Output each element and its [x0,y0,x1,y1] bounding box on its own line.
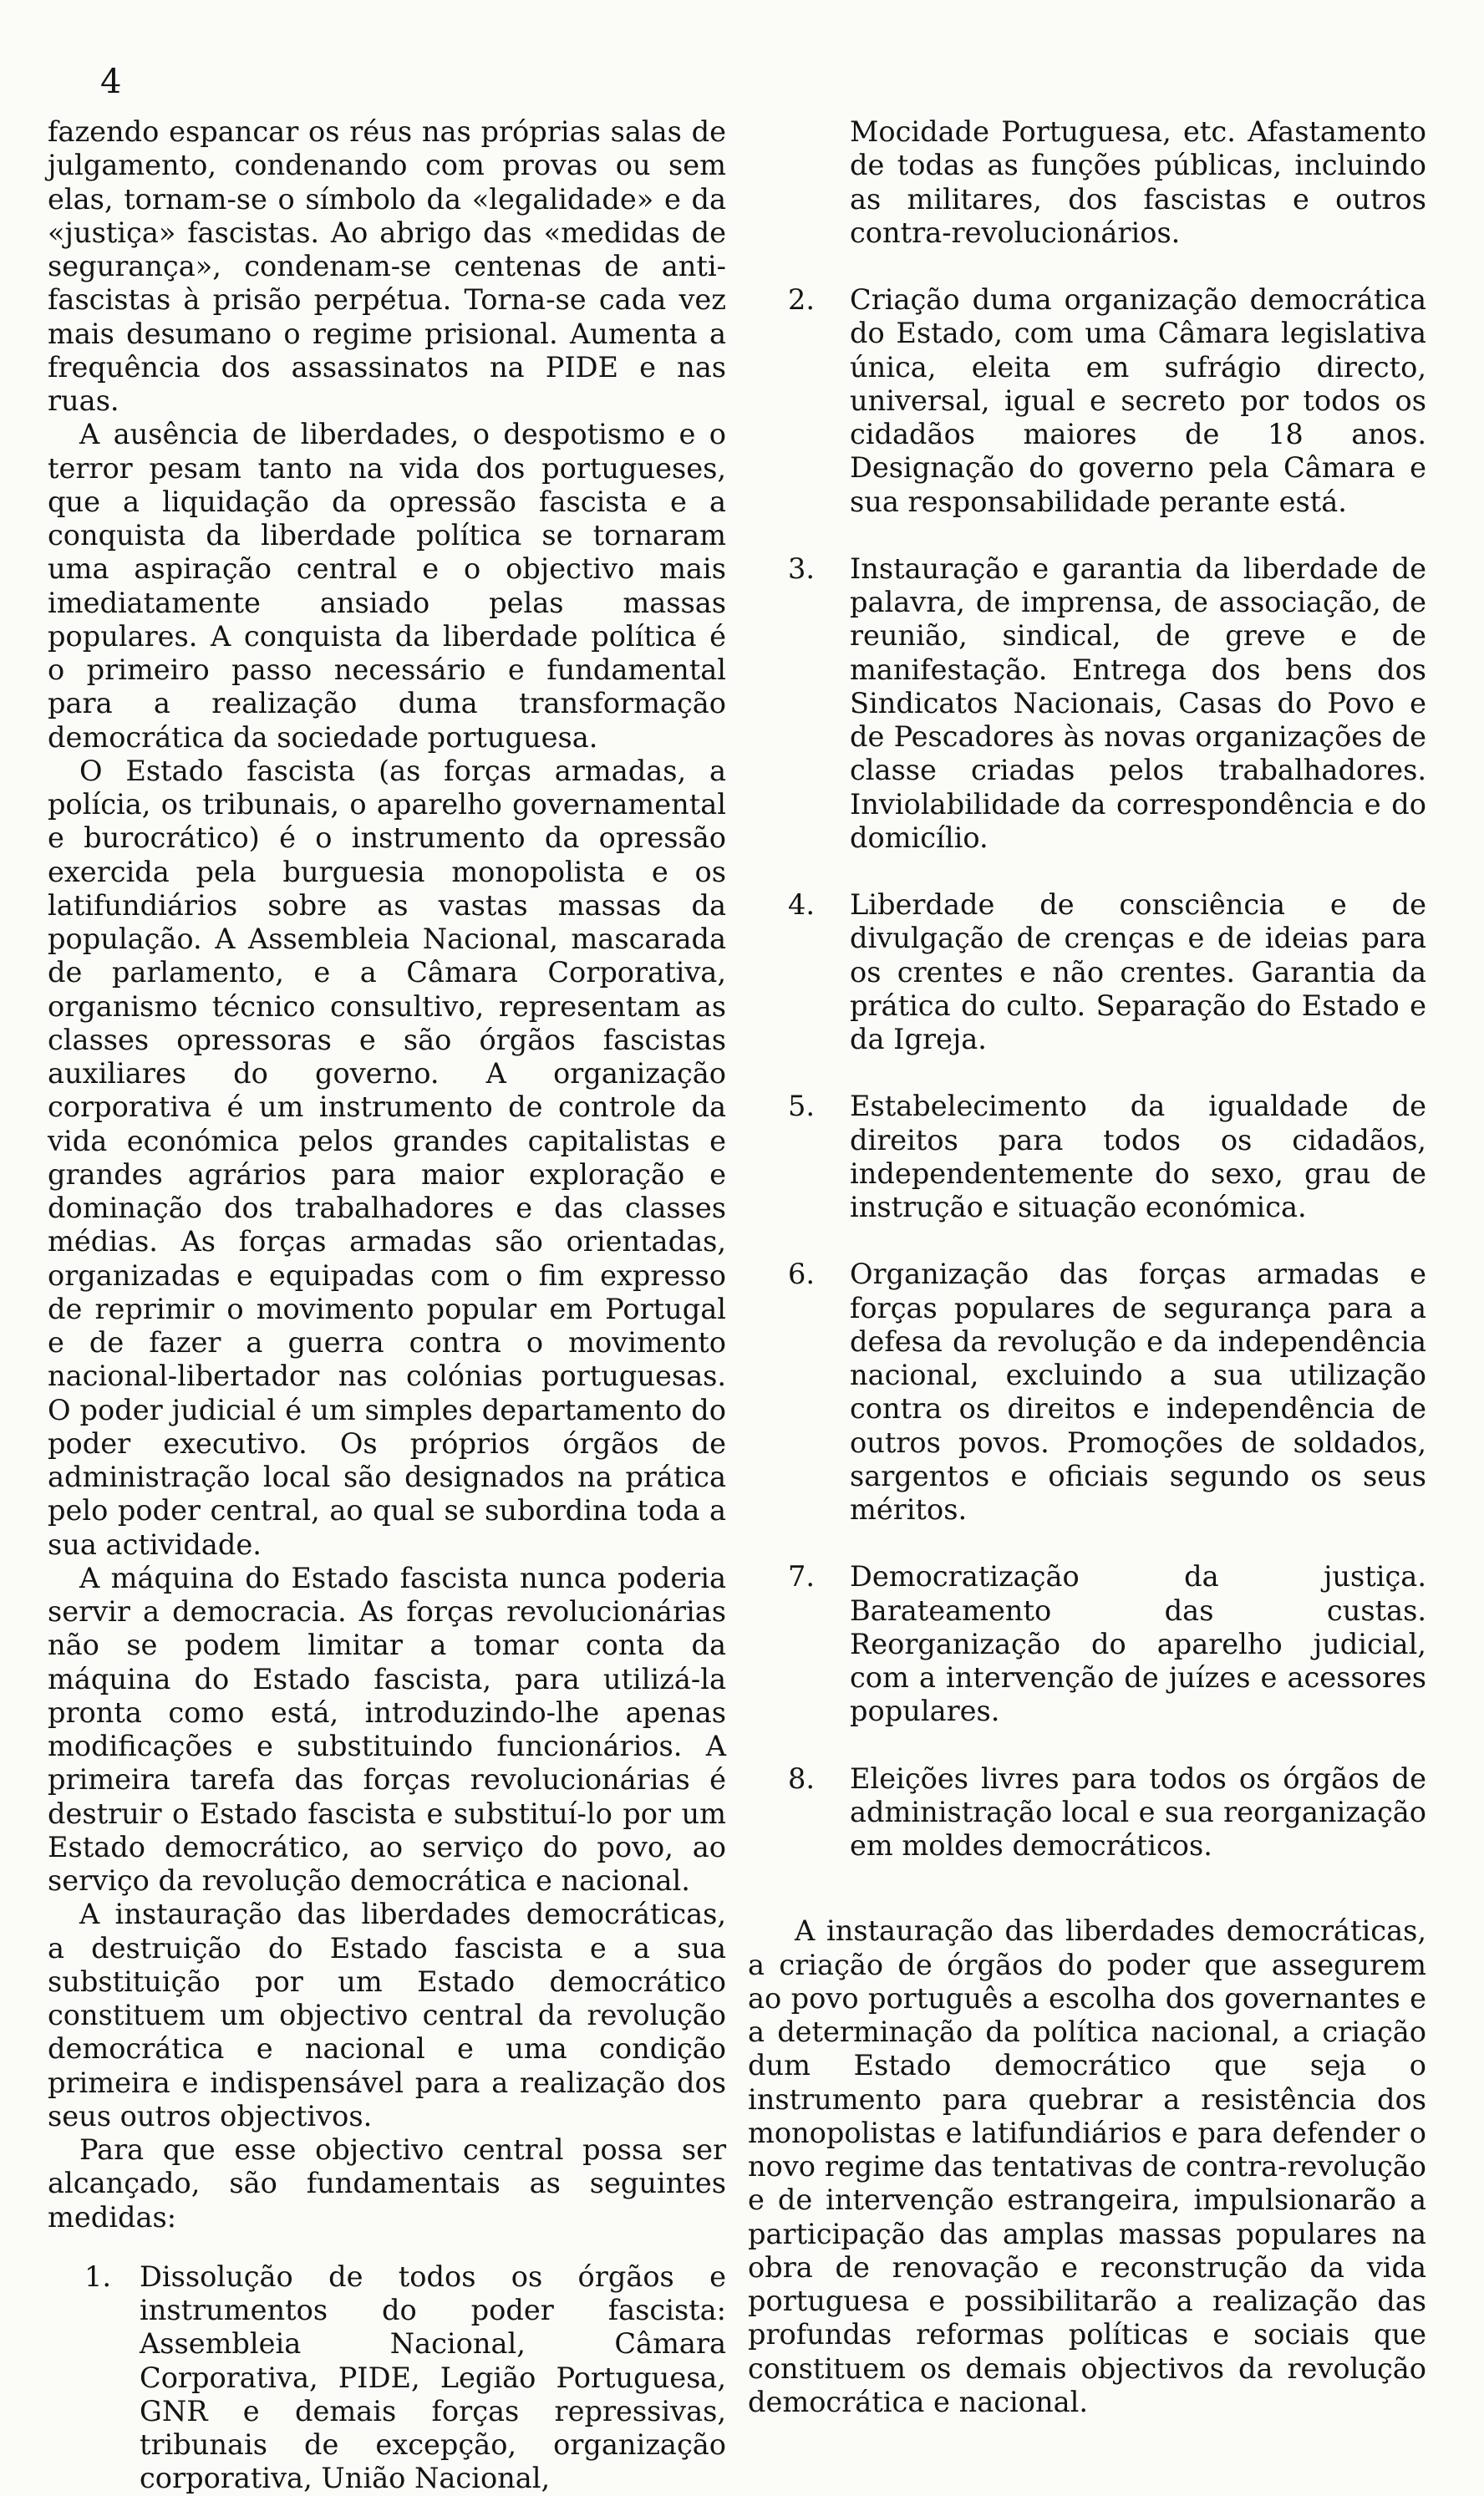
list-text: Instauração e garantia da liberdade de palavra, de imprensa, de associação, de reunião, sindical, de greve e de manifestação. Entrega dos bens dos Sindicatos Nacionais, Casas do Povo e de Pescadores às novas organizações de classe criadas pelos trabalhadores. Inviolabilidade da correspondência e do domicílio. [850,552,1426,854]
left-column [48,115,726,2496]
list-continuation: Mocidade Portuguesa, etc. Afastamento de todas as funções públicas, incluindo as militares, dos fascistas e outros contra-revolucionários. [850,115,1426,249]
list-item [748,1258,1426,1527]
list-item [748,283,1426,519]
paragraph: A instauração das liberdades democráticas, a destruição do Estado fascista e a sua substituição por um Estado democrático constituem um objectivo central da revolução democrática e nacional e uma condição primeira e indispensável para a realização dos seus outros objectivos. [48,1898,726,2133]
list-number: 6. [788,1258,816,1291]
list-text: Democratização da justiça. Barateamento das custas. Reorganização do aparelho judicial, com a intervenção de juízes e acessores populares. [850,1560,1426,1728]
list-text: Organização das forças armadas e forças populares de segurança para a defesa da revolução e da independência nacional, excluindo a sua utilização contra os direitos e independência de outros povos. Promoções de soldados, sargentos e oficiais segundo os seus méritos. [850,1258,1426,1526]
closing-paragraph: A instauração das liberdades democráticas, a criação de órgãos do poder que assegurem ao povo português a escolha dos governantes e a determinação da política nacional, a criação dum Estado democrático que seja o instrumento para quebrar a resistência dos monopolistas e latifundiários e para defender o novo regime das tentativas de contra-revolução e de intervenção estrangeira, impulsionarão a participação das amplas massas populares na obra de renovação e reconstrução da vida portuguesa e possibilitarão a realização das profundas reformas políticas e sociais que constituem os demais objectivos da revolução democrática e nacional. [748,1914,1426,2418]
list-number: 3. [788,552,816,585]
paragraph: Para que esse objectivo central possa ser alcançado, são fundamentais as seguintes medidas: [48,2133,726,2234]
list-number: 8. [788,1761,816,1795]
paragraph: A máquina do Estado fascista nunca poderia servir a democracia. As forças revolucionárias não se podem limitar a tomar conta da máquina do Estado fascista, para utilizá-la pronta como está, introduzindo-lhe apenas modificações e substituindo funcionários. A primeira tarefa das forças revolucionárias é destruir o Estado fascista e substituí-lo por um Estado democrático, ao serviço do povo, ao serviço da revolução democrática e nacional. [48,1561,726,1897]
paragraph: O Estado fascista (as forças armadas, a polícia, os tribunais, o aparelho governamental e burocrático) é o instrumento da opressão exercida pela burguesia monopolista e os latifundiários sobre as vastas massas da população. A Assembleia Nacional, mascarada de parlamento, e a Câmara Corporativa, organismo técnico consultivo, representam as classes opressoras e são órgãos fascistas auxiliares do governo. A organização corporativa é um instrumento de controle da vida económica pelos grandes capitalistas e grandes agrários para maior exploração e dominação dos trabalhadores e das classes médias. As forças armadas são orientadas, organizadas e equipadas com o fim expresso de reprimir o movimento popular em Portugal e de fazer a guerra contra o movimento nacional-libertador nas colónias portuguesas. O poder judicial é um simples departamento do poder executivo. Os próprios órgãos de administração local são designados na prática pelo poder central, ao qual se subordina toda a sua actividade. [48,754,726,1561]
list-text: Estabelecimento da igualdade de direitos para todos os cidadãos, independentemente do sexo, grau de instrução e situação económica. [850,1090,1426,1223]
list-number: 5. [788,1090,816,1123]
list-text: Criação duma organização democrática do Estado, com uma Câmara legislativa única, eleita em sufrágio directo, universal, igual e secreto por todos os cidadãos maiores de 18 anos. Designação do governo pela Câmara e sua responsabilidade perante está. [850,283,1426,518]
list-number: 2. [788,283,816,316]
list-text: Dissolução de todos os órgãos e instrumentos do poder fascista: Assembleia Nacional, Câmara Corporativa, PIDE, Legião Portuguesa, GNR e demais forças repressivas, tribunais de excepção, organização corporativa, União Nacional, [140,2260,726,2495]
list-number: 7. [788,1560,816,1594]
list-number: 1. [84,2260,112,2293]
list-item [748,1762,1426,1863]
list-text: Eleições livres para todos os órgãos de administração local e sua reorganização em moldes democráticos. [850,1761,1426,1862]
list-number: 4. [788,888,816,921]
page-number: 4 [100,63,122,101]
list-text: Liberdade de consciência e de divulgação de crenças e de ideias para os crentes e não crentes. Garantia da prática do culto. Separação do Estado e da Igreja. [850,888,1426,1055]
paragraph: fazendo espancar os réus nas próprias salas de julgamento, condenando com provas ou sem elas, tornam-se o símbolo da «legalidade» e da «justiça» fascistas. Ao abrigo das «medidas de segurança», condenam-se centenas de anti-fascistas à prisão perpétua. Torna-se cada vez mais desumano o regime prisional. Aumenta a frequência dos assassinatos na PIDE e nas ruas. [48,115,726,417]
list-item [748,888,1426,1056]
list-item [748,1560,1426,1728]
list-item [748,1090,1426,1224]
paragraph: A ausência de liberdades, o despotismo e o terror pesam tanto na vida dos portugueses, que a liquidação da opressão fascista e a conquista da liberdade política se tornaram uma aspiração central e o objectivo mais imediatamente ansiado pelas massas populares. A conquista da liberdade política é o primeiro passo necessário e fundamental para a realização duma transformação democrática da sociedade portuguesa. [48,418,726,754]
list-item [48,2260,726,2496]
list-item [748,552,1426,855]
right-column [748,115,1426,2419]
